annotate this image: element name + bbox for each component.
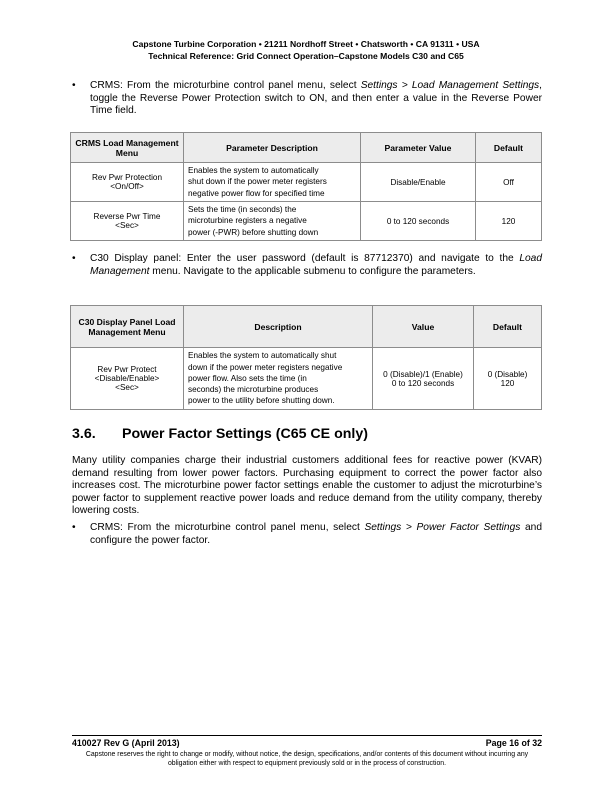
table-row (71, 202, 542, 241)
c30-load-management-table (70, 305, 542, 410)
description-cell: Enables the system to automatically shut down if the power meter registers negative power flow for specified time (184, 163, 361, 202)
bullet-crms-power-factor: • CRMS: From the microturbine control panel menu, select Settings > Power Factor Settings and configure the power factor. (72, 522, 543, 546)
menu-cell: Reverse Pwr Time <Sec> (71, 202, 184, 241)
section-title: Power Factor Settings (C65 CE only) (122, 426, 368, 442)
header-line-1: Capstone Turbine Corporation • 21211 Nordhoff Street • Chatsworth • CA 91311 • USA (132, 39, 480, 49)
menu-name: Load Management (90, 253, 542, 277)
value-cell: Disable/Enable (361, 163, 476, 202)
menu-path: Settings > Power Factor Settings (364, 522, 521, 533)
header-line-2: Technical Reference: Grid Connect Operation–Capstone Models C30 and C65 (148, 51, 464, 61)
footer-page-number: Page 16 of 32 (485, 738, 542, 748)
bullet-c30-display: • C30 Display panel: Enter the user password (default is 87712370) and navigate to the Load Management menu. Navigate to the applicable submenu to configure the parameters. (72, 253, 542, 277)
menu-cell: Rev Pwr Protection <On/Off> (71, 163, 184, 202)
value-cell: 0 (Disable)/1 (Enable) 0 to 120 seconds (373, 348, 474, 410)
table-header: Parameter Value (361, 133, 476, 163)
page-header (0, 38, 612, 62)
default-cell: 120 (476, 202, 542, 241)
default-cell: 0 (Disable) 120 (474, 348, 542, 410)
value-cell: 0 to 120 seconds (361, 202, 476, 241)
table-header: Default (476, 133, 542, 163)
table-header: CRMS Load Management Menu (71, 133, 184, 163)
section-paragraph: Many utility companies charge their industrial customers additional fees for reactive power (KVAR) demand resulting from lower power factors. Purchasing equipment to correct the power factor also increases cost. The microturbine power factor settings enable the customer to adjust the microturbine’s power factor to supplement reactive power loads and reduce demand from the utility company, thereby lowering costs. (72, 455, 542, 517)
table-header: Description (184, 306, 373, 348)
footer-divider (72, 735, 542, 736)
menu-path: Settings > Load Management Settings (360, 80, 540, 91)
table-header: C30 Display Panel Load Management Menu (71, 306, 184, 348)
table-header: Default (474, 306, 542, 348)
bullet-crms-reverse-power: • CRMS: From the microturbine control panel menu, select Settings > Load Management Settings, toggle the Reverse Power Protection switch to ON, and then enter a value in the Reverse Power Time field. (72, 80, 542, 117)
bullet-icon: • (72, 253, 76, 264)
table-row (71, 348, 542, 410)
table-row (71, 163, 542, 202)
description-cell: Sets the time (in seconds) the microturbine registers a negative power (-PWR) before shutting down (184, 202, 361, 241)
section-number: 3.6. (72, 426, 96, 442)
bullet-icon: • (72, 522, 76, 533)
crms-load-management-table (70, 132, 542, 241)
table-header: Parameter Description (184, 133, 361, 163)
footer-doc-id: 410027 Rev G (April 2013) (72, 738, 180, 748)
menu-cell: Rev Pwr Protect <Disable/Enable> <Sec> (71, 348, 184, 410)
default-cell: Off (476, 163, 542, 202)
bullet-icon: • (72, 80, 76, 91)
description-cell: Enables the system to automatically shut down if the power meter registers negative power flow. Also sets the time (in seconds) the microturbine produces power to the utility before shutting down. (184, 348, 373, 410)
section-heading (72, 426, 368, 442)
footer-notice: Capstone reserves the right to change or modify, without notice, the design, specifications, and/or contents of this document without incurring any obligation either with respect to equipment previously sold or in the process of construction. (85, 751, 529, 767)
table-header: Value (373, 306, 474, 348)
